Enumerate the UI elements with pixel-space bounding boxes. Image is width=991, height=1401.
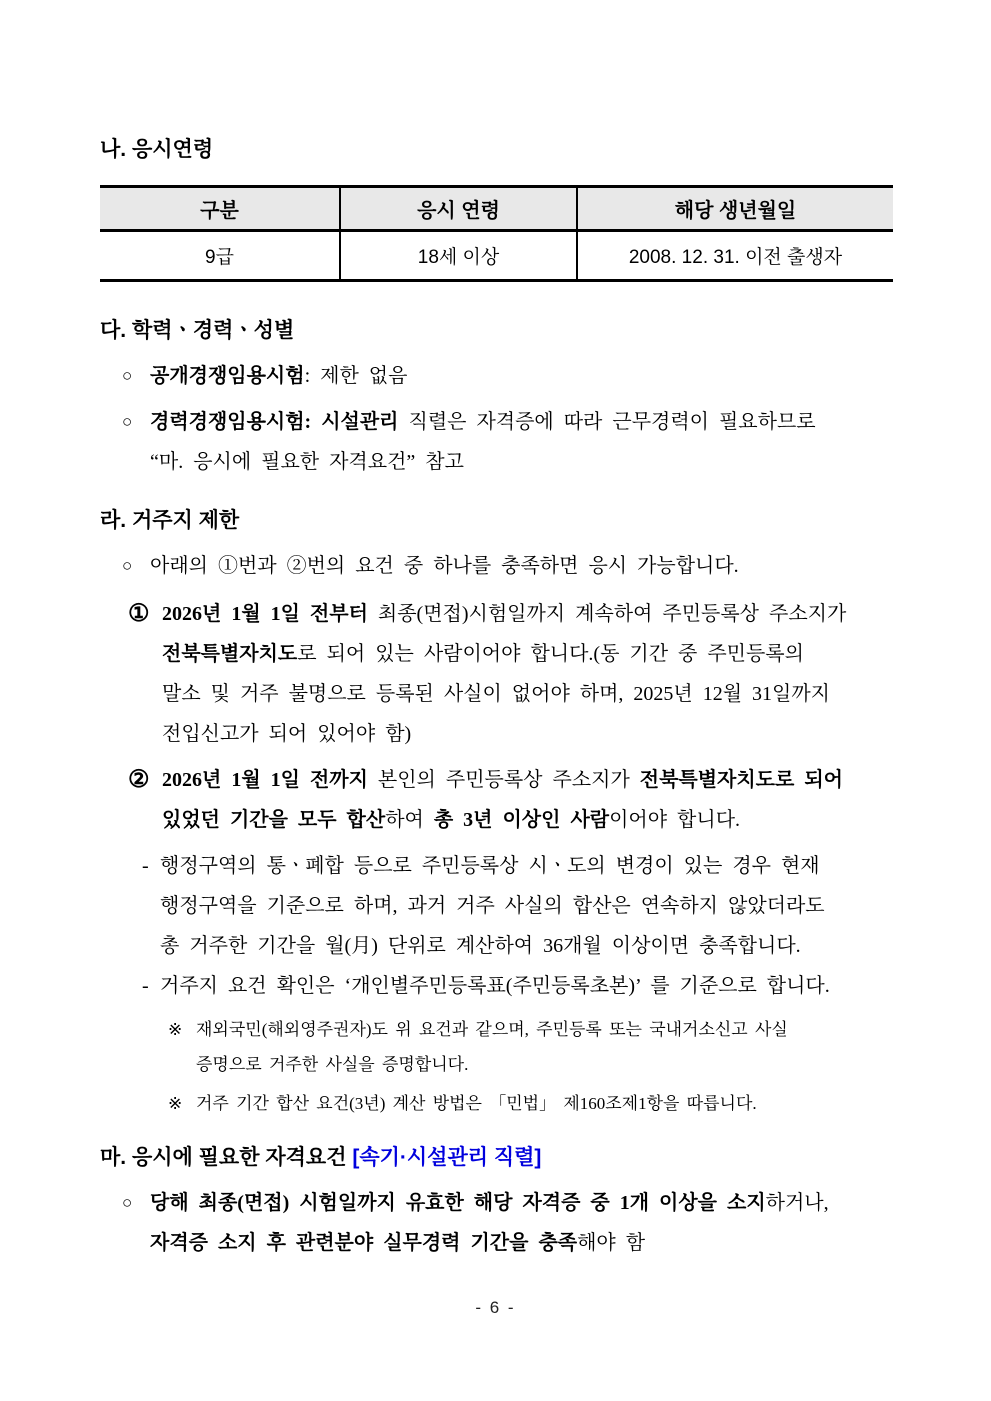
age-table-cell-age: 18세 이상 [340,231,577,281]
text-line: 2026년 1월 1일 전부터 최종(면접)시험일까지 계속하여 주민등록상 주소지가 [162,603,847,625]
table-row [100,231,893,281]
text-line: 전북특별자치도로 되어 있는 사람이어야 합니다.(동 기간 중 주민등록의 [162,643,804,665]
text-line: 아래의 ①번과 ②번의 요건 중 하나를 충족하면 응시 가능합니다. [150,555,739,577]
age-table-header-age: 응시 연령 [340,187,577,231]
reference-mark: ※ [168,1020,183,1039]
circle-bullet: ○ [122,366,133,385]
text-line: 거주 기간 합산 요건(3년) 계산 방법은 「민법」 제160조제1항을 따릅니다. [196,1094,757,1113]
text-line: 공개경쟁임용시험: 제한 없음 [150,365,408,387]
text-line: 당해 최종(면접) 시험일까지 유효한 해당 자격증 중 1개 이상을 소지하거나, [150,1192,829,1214]
note-item-overseas [100,1012,895,1082]
circle-bullet: ○ [122,556,133,575]
section-heading-ra: 라. 거주지 제한 [100,509,240,532]
text-line: 총 거주한 기간을 월(月) 단위로 계산하여 36개월 이상이면 충족합니다. [160,935,801,957]
circle-bullet: ○ [122,1193,133,1212]
circle-bullet: ○ [122,412,133,431]
section-heading-da: 다. 학력ㆍ경력ㆍ성별 [100,319,295,342]
age-table [100,185,893,282]
circled-number-2: ② [128,767,150,793]
section-heading-na: 나. 응시연령 [100,138,214,161]
text-line: 있었던 기간을 모두 합산하여 총 3년 이상인 사람이어야 합니다. [162,809,741,831]
text-line: 전입신고가 되어 있어야 함) [162,723,412,745]
text-line: 2026년 1월 1일 전까지 본인의 주민등록상 주소지가 전북특별자치도로 되어 [162,769,843,791]
age-table-header-birthdate: 해당 생년월일 [577,187,893,231]
text-line: 증명으로 거주한 사실을 증명합니다. [196,1055,469,1074]
list-item-open-exam [100,356,895,396]
age-table-header-category: 구분 [100,187,340,231]
page-number: - 6 - [475,1298,516,1317]
heading-text: 마. 응시에 필요한 자격요건 [100,1146,353,1169]
job-series-highlight: [속기·시설관리 직렬] [352,1146,542,1169]
numbered-item-1 [100,594,895,754]
text-line: 거주지 요건 확인은 ‘개인별주민등록표(주민등록초본)’ 를 기준으로 합니다. [160,975,830,997]
text-line: 행정구역을 기준으로 하며, 과거 거주 사실의 합산은 연속하지 않았더라도 [160,895,825,917]
dash-item-residence-check [100,966,895,1006]
section-heading-ma [100,1143,895,1173]
list-item-career-exam [100,402,895,482]
dash-bullet: - [142,975,149,997]
age-table-cell-grade: 9급 [100,231,340,281]
text-line: 경력경쟁임용시험: 시설관리 직렬은 자격증에 따라 근무경력이 필요하므로 [150,411,816,433]
dash-bullet: - [142,855,149,877]
text-line: 말소 및 거주 불명으로 등록된 사실이 없어야 하며, 2025년 12월 31일까지 [162,683,830,705]
age-table-header-row [100,187,893,231]
text-line: “마. 응시에 필요한 자격요건” 참고 [150,451,464,473]
circled-number-1: ① [128,601,150,627]
age-table-cell-birthdate: 2008. 12. 31. 이전 출생자 [628,247,843,268]
text-line: 재외국민(해외영주권자)도 위 요건과 같으며, 주민등록 또는 국내거소신고 사실 [196,1020,788,1039]
numbered-item-2 [100,760,895,840]
dash-item-admin-district [100,846,895,966]
list-item-certificate [100,1183,895,1263]
text-line: 자격증 소지 후 관련분야 실무경력 기간을 충족해야 함 [150,1232,646,1254]
list-item-residence-intro [100,546,895,586]
text-line: 행정구역의 통ㆍ폐합 등으로 주민등록상 시ㆍ도의 변경이 있는 경우 현재 [160,855,820,877]
note-item-civil-law [100,1086,895,1121]
reference-mark: ※ [168,1094,183,1113]
